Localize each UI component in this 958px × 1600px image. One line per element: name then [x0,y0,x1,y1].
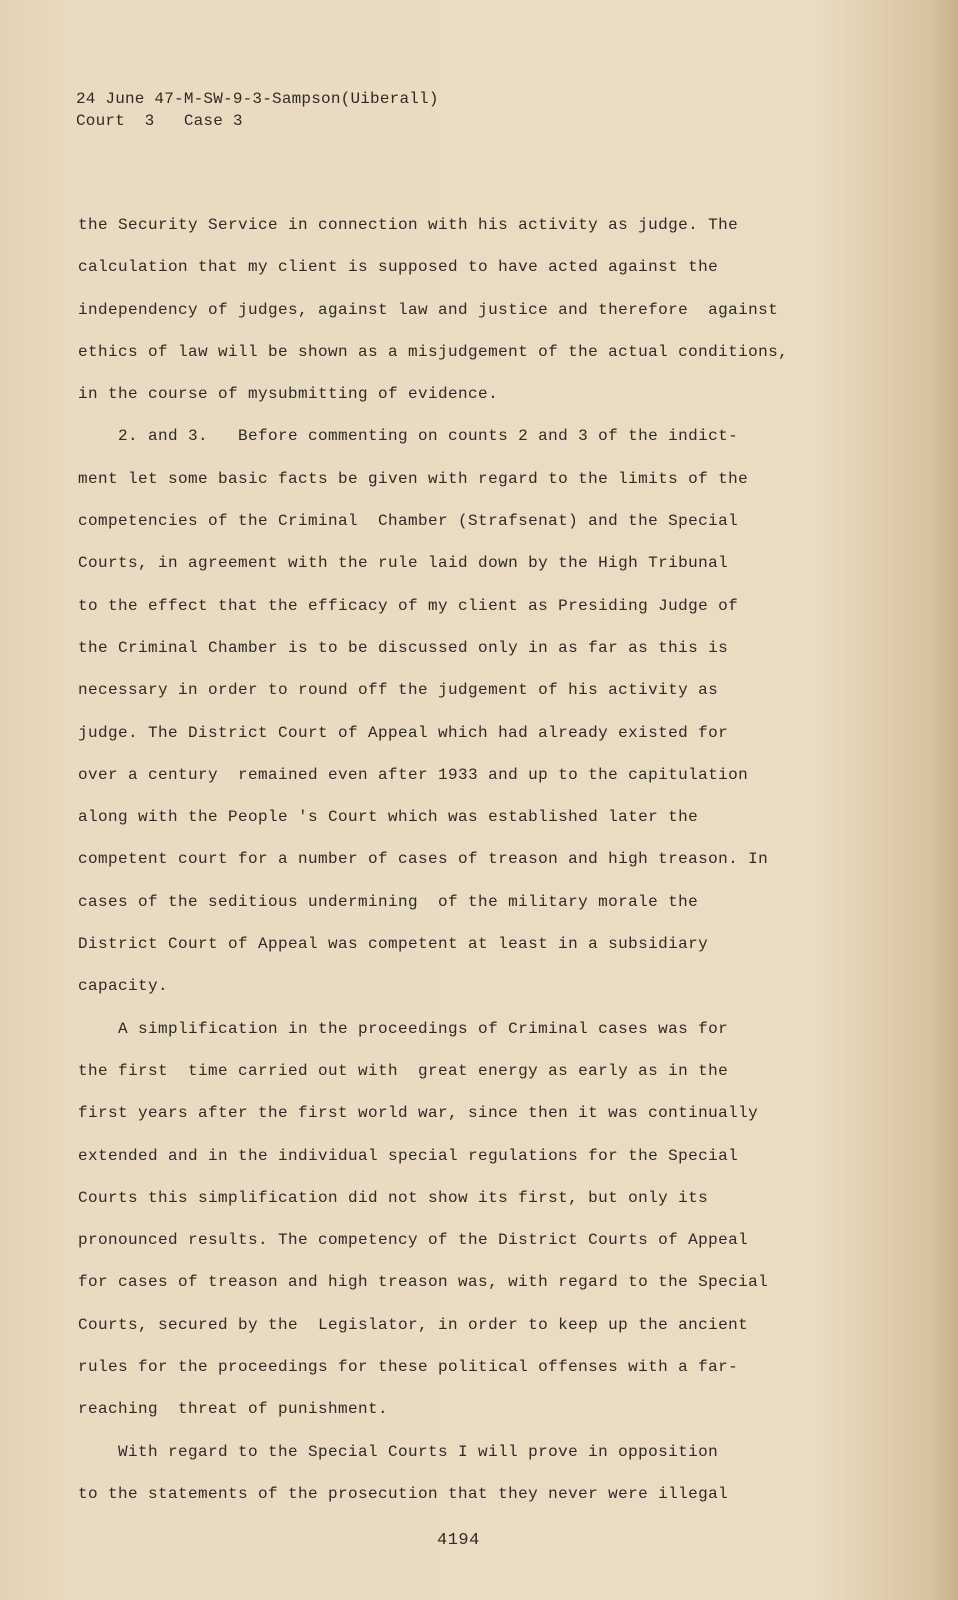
body-line: the Security Service in connection with his activity as judge. The [78,216,739,234]
body-line: 2. and 3. Before commenting on counts 2 and 3 of the indict- [78,427,739,446]
body-line: District Court of Appeal was competent at least in a subsidiary [78,935,709,954]
body-line: over a century remained even after 1933 and up to the capitulation [78,765,749,784]
document-header [76,88,439,132]
body-line: to the statements of the prosecution that they never were illegal [78,1484,729,1503]
body-line: judge. The District Court of Appeal which had already existed for [78,723,729,742]
page-number: 4194 [437,1531,480,1550]
body-line: competencies of the Criminal Chamber (Strafsenat) and the Special [78,512,739,531]
body-line: Courts, secured by the Legislator, in order to keep up the ancient [78,1315,749,1334]
body-line: competent court for a number of cases of treason and high treason. In [78,850,769,869]
body-line: calculation that my client is supposed to have acted against the [78,258,719,277]
body-line: pronounced results. The competency of the District Courts of Appeal [78,1231,749,1250]
document-body [78,204,798,1515]
body-line: along with the People 's Court which was established later the [78,808,699,827]
body-line: Courts this simplification did not show its first, but only its [78,1188,709,1207]
body-line: the first time carried out with great energy as early as in the [78,1061,729,1080]
body-line: reaching threat of punishment. [78,1400,389,1419]
body-line: A simplification in the proceedings of Criminal cases was for [78,1019,729,1038]
body-line: to the effect that the efficacy of my client as Presiding Judge of [78,596,739,615]
body-line: for cases of treason and high treason was, with regard to the Special [78,1273,769,1292]
body-line: ethics of law will be shown as a misjudgement of the actual conditions, [78,342,789,361]
body-line: cases of the seditious undermining of the military morale the [78,892,699,911]
body-line: first years after the first world war, since then it was continually [78,1104,759,1123]
body-line: independency of judges, against law and justice and therefore against [78,300,779,319]
header-court-case-line: Court 3 Case 3 [76,112,243,130]
body-line: Courts, in agreement with the rule laid down by the High Tribunal [78,554,729,573]
body-line: capacity. [78,977,169,996]
header-reference-line: 24 June 47-M-SW-9-3-Sampson(Uiberall) [76,90,439,108]
body-line: the Criminal Chamber is to be discussed only in as far as this is [78,638,729,657]
body-line: extended and in the individual special regulations for the Special [78,1146,739,1165]
body-line: ment let some basic facts be given with regard to the limits of the [78,469,749,488]
body-line: necessary in order to round off the judgement of his activity as [78,681,719,700]
body-line: in the course of mysubmitting of evidence. [78,385,499,404]
body-line: With regard to the Special Courts I will prove in opposition [78,1442,719,1461]
body-line: rules for the proceedings for these political offenses with a far- [78,1358,739,1377]
